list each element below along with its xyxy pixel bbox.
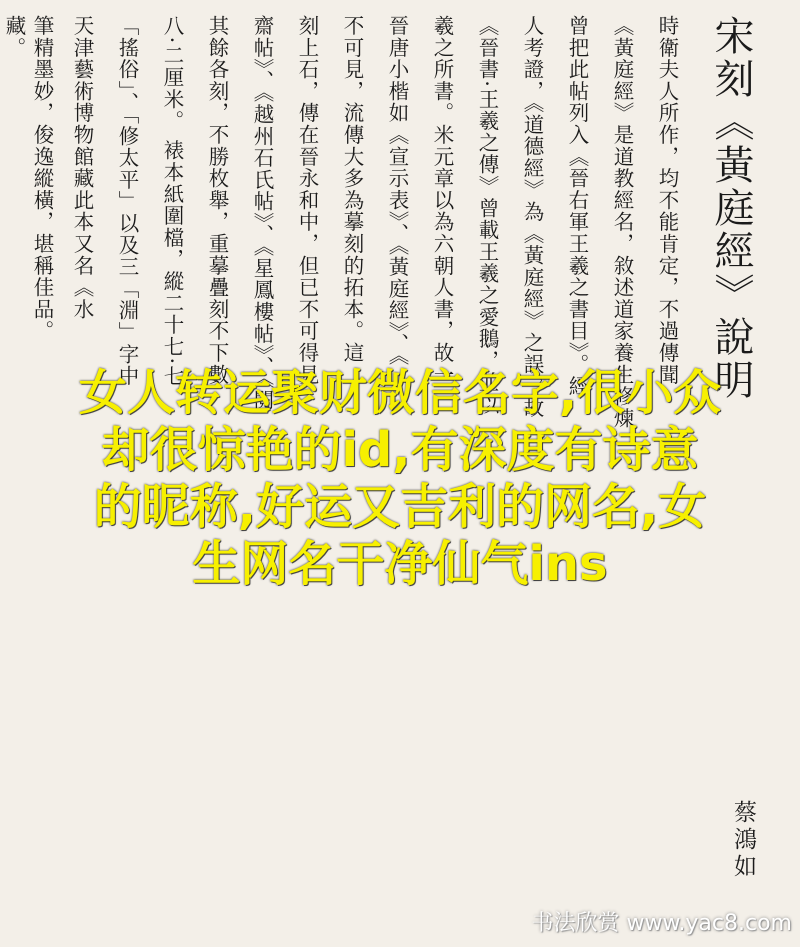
overlay-line: 却很惊艳的id,有深度有诗意 — [101, 422, 699, 478]
text-column: 八·二厘米。 裱本紙圍檔，縱二十七·七 — [160, 15, 184, 388]
overlay-line: 生网名干净仙气ins — [192, 536, 608, 592]
text-column: 齋帖》、《越州石氏帖》、《星鳳樓帖》、《閱 — [250, 15, 274, 412]
text-column: 「搖俗」、「修太平」以及三「淵」字中 — [115, 15, 139, 387]
text-column: 《晉書·王羲之傳》曾載王羲之愛鵝，並以 — [475, 15, 499, 416]
text-column: 人考證，《道德經》為《黃庭經》之誤，故 — [520, 15, 544, 419]
overlay-line: 的昵称,好运又吉利的网名,女 — [93, 479, 707, 535]
text-column: 藏。 — [2, 15, 26, 59]
text-column: 刻上石，傳在晉永和中，但已不可得見 — [295, 15, 319, 386]
watermark: 书法欣赏 www.yac8.com — [531, 911, 792, 936]
text-column: 天津藝術博物館藏此本又名《水 — [70, 15, 94, 321]
overlay-line: 女人转运聚财微信名字,很小众 — [78, 365, 722, 421]
headline-overlay — [0, 365, 800, 593]
text-column: 《黃庭經》是道教經名，敘述道家養生修煉 — [610, 15, 634, 430]
text-column: 時衛夫人所作，均不能肯定，不過傳聞 — [655, 15, 679, 386]
text-column: 其餘各刻，不勝枚舉，重摹疊刻不下數 — [205, 15, 229, 386]
text-column: 筆精墨妙，俊逸縱橫，堪稱佳品。 — [30, 15, 54, 342]
text-column: 曾把此帖列入《晉右軍王羲之書目》。經 — [565, 15, 589, 398]
text-column: 晉唐小楷如《宣示表》、《黃庭經》、《 — [385, 15, 409, 367]
document-title: 宋刻《黃庭經》說明 — [708, 15, 754, 402]
text-column: 羲之所書。米元章以為六朝人書，故一 — [430, 15, 454, 386]
text-column: 不可見，流傳大多為摹刻的拓本。這 — [340, 15, 364, 364]
author-name: 蔡鴻如 — [730, 800, 756, 881]
